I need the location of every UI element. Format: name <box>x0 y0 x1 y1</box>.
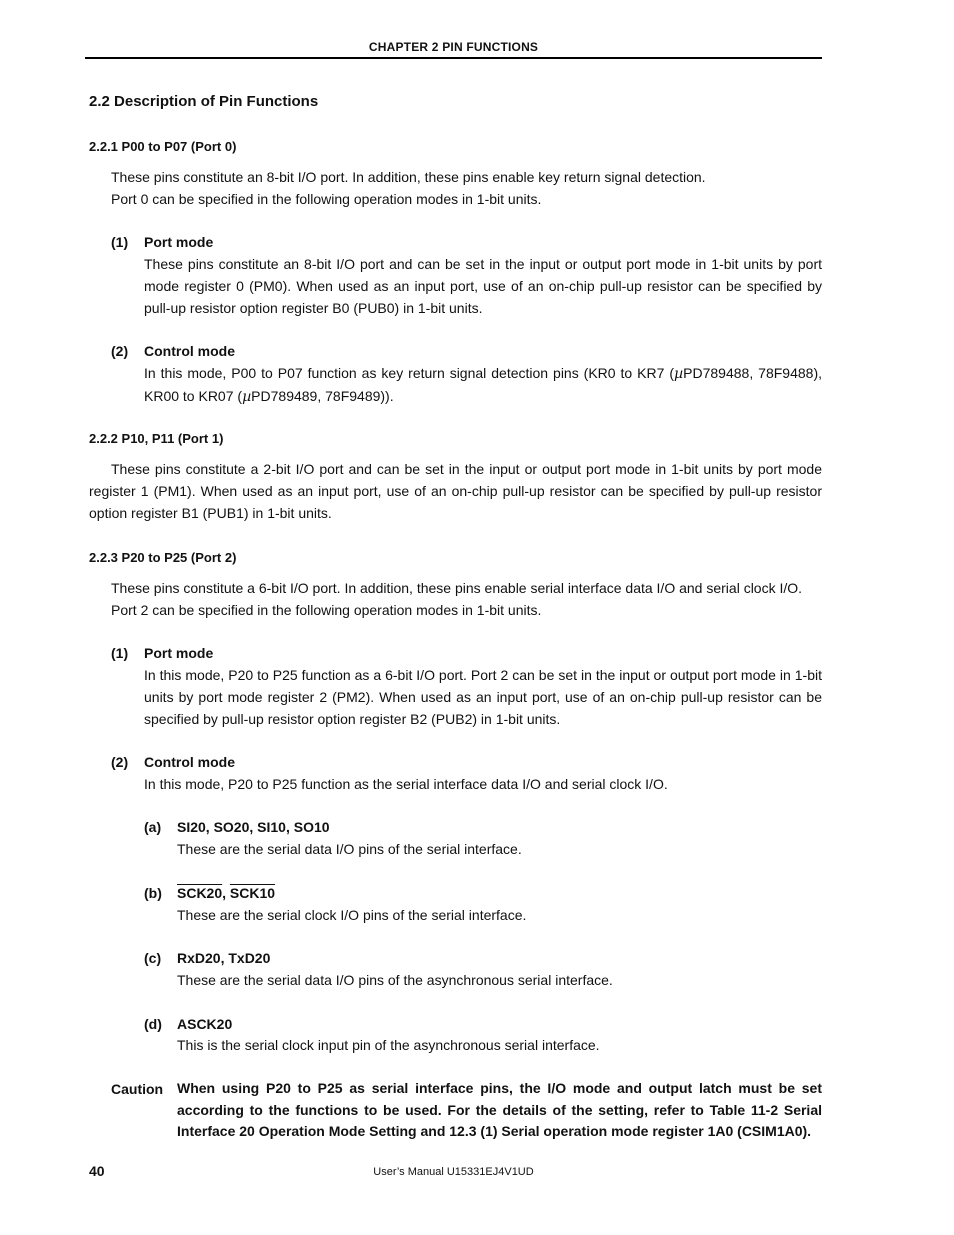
sub-d-num: (d) <box>144 1016 162 1032</box>
sck20-label: SCK20 <box>177 885 223 901</box>
s223-item2-body: In this mode, P20 to P25 function as the serial interface data I/O and serial clock I/O. <box>144 776 668 792</box>
footer-manual-id: User’s Manual U15331EJ4V1UD <box>373 1166 534 1178</box>
s221-item1-title: Port mode <box>144 234 214 250</box>
sub-a-title: SI20, SO20, SI10, SO10 <box>177 819 330 835</box>
subsection-2-2-2-title: 2.2.2 P10, P11 (Port 1) <box>89 431 224 446</box>
sub-c-title: RxD20, TxD20 <box>177 950 271 966</box>
s221-item1-body: These pins constitute an 8-bit I/O port and can be set in the input or output port mode in 1-bit units by port mode register 0 (PM0). When used as an input port, use of an on-chip pull-up resistor can be specified by pull-up resistor option register B0 (PUB0) in 1-bit units. <box>144 256 822 316</box>
section-title: 2.2 Description of Pin Functions <box>89 93 319 110</box>
s223-item2-title: Control mode <box>144 754 235 770</box>
sub-a-num: (a) <box>144 819 162 835</box>
sub-c-num: (c) <box>144 950 162 966</box>
s223-item1-title: Port mode <box>144 645 214 661</box>
subsection-2-2-3-title: 2.2.3 P20 to P25 (Port 2) <box>89 550 237 565</box>
s223-item1-num: (1) <box>111 645 129 661</box>
sck10-label: SCK10 <box>229 885 276 901</box>
s221-item2-num: (2) <box>111 343 129 359</box>
header-rule <box>85 57 822 59</box>
sub-d-body: This is the serial clock input pin of the asynchronous serial interface. <box>177 1037 600 1053</box>
s223-intro-2: Port 2 can be specified in the following operation modes in 1-bit units. <box>111 602 542 618</box>
sub-a-body: These are the serial data I/O pins of the serial interface. <box>177 841 522 857</box>
s221-item1-num: (1) <box>111 234 129 250</box>
sub-d-title: ASCK20 <box>177 1016 233 1032</box>
subsection-2-2-1-title: 2.2.1 P00 to P07 (Port 0) <box>89 139 237 154</box>
s223-item1-body: In this mode, P20 to P25 function as a 6-bit I/O port. Port 2 can be set in the input or output port mode in 1-bit units by port mode register 2 (PM2). When used as an input port, use of an on-chip pull-up resistor can be specified by pull-up resistor option register B2 (PUB2) in 1-bit units. <box>144 667 822 727</box>
sub-c-body: These are the serial data I/O pins of the asynchronous serial interface. <box>177 972 613 988</box>
s221-item2-body: In this mode, P00 to P07 function as key return signal detection pins (KR0 to KR7 (µPD789488, 78F9488), KR00 to KR07 (µPD789489, 78F9489)). <box>144 365 822 405</box>
sub-b-num: (b) <box>144 885 162 901</box>
sub-b-title: SCK20, SCK10 <box>177 885 276 901</box>
chapter-header: CHAPTER 2 PIN FUNCTIONS <box>368 40 539 54</box>
s221-intro-2: Port 0 can be specified in the following operation modes in 1-bit units. <box>111 191 542 207</box>
s223-intro-1: These pins constitute a 6-bit I/O port. In addition, these pins enable serial interface data I/O and serial clock I/O. <box>111 580 803 596</box>
s221-item2-title: Control mode <box>144 343 235 359</box>
sub-b-body: These are the serial clock I/O pins of the serial interface. <box>177 907 527 923</box>
s221-intro-1: These pins constitute an 8-bit I/O port. In addition, these pins enable key return signal detection. <box>111 169 706 185</box>
caution-label: Caution <box>111 1081 164 1097</box>
s223-item2-num: (2) <box>111 754 129 770</box>
page-number: 40 <box>89 1163 105 1179</box>
s222-body: These pins constitute a 2-bit I/O port and can be set in the input or output port mode in 1-bit units by port mode register 1 (PM1). When used as an input port, use of an on-chip pull-up resistor can be specified by pull-up resistor option register B1 (PUB1) in 1-bit units. <box>89 461 822 521</box>
caution-text: When using P20 to P25 as serial interface pins, the I/O mode and output latch must be set according to the functions to be used. For the details of the setting, refer to Table 11-2 Serial Interface 20 Operation Mode Setting and 12.3 (1) Serial operation mode register 1A0 (CSIM1A0). <box>177 1080 822 1139</box>
